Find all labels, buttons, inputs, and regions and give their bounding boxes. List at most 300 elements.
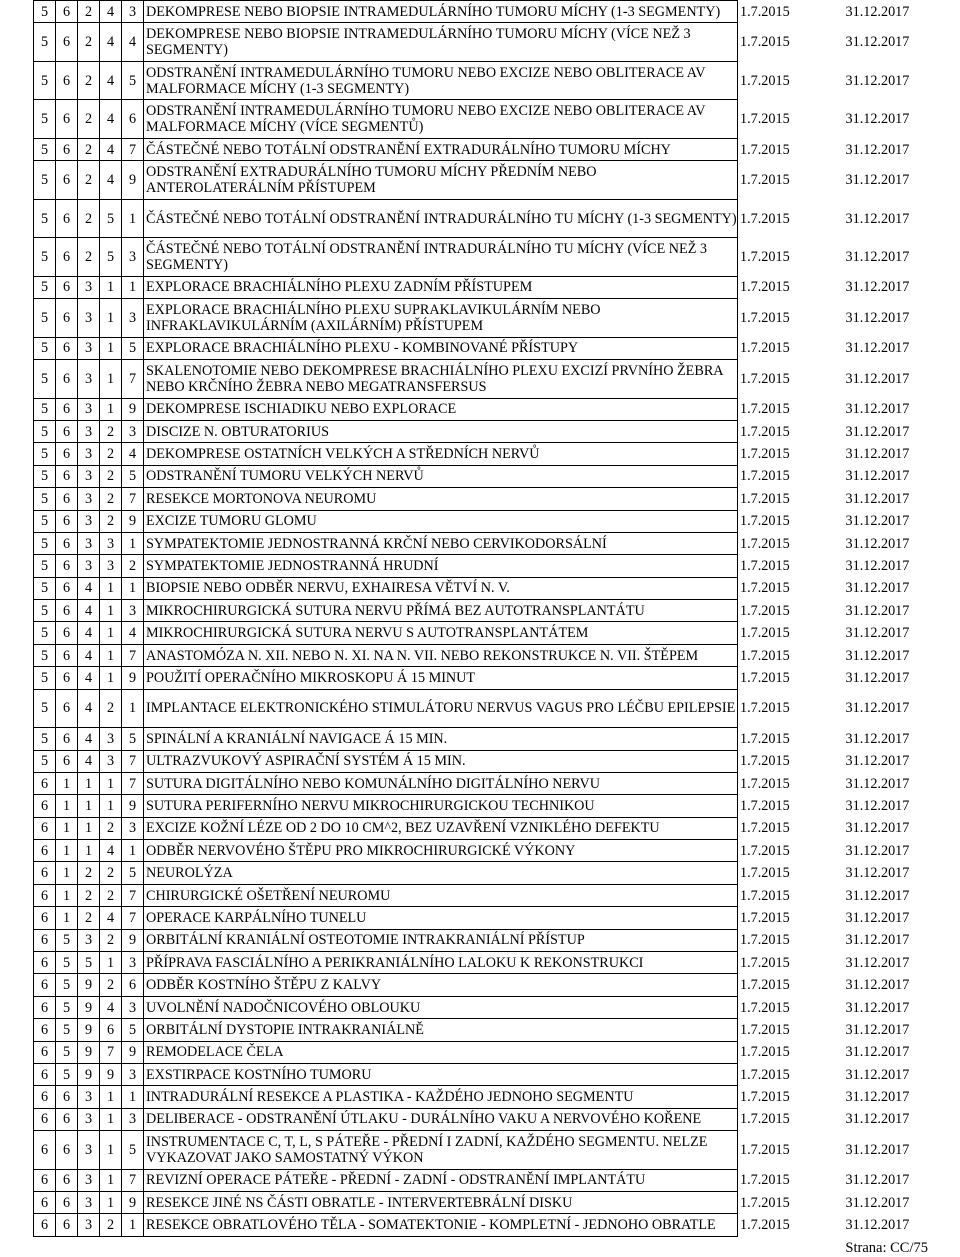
code-digit: 2 xyxy=(100,510,122,532)
code-digit: 3 xyxy=(122,1,144,23)
valid-from: 1.7.2015 xyxy=(740,932,790,949)
procedure-name: BIOPSIE NEBO ODBĚR NERVU, EXHAIRESA VĚTVÍ N. V. xyxy=(144,577,738,599)
code-digit: 3 xyxy=(122,299,144,338)
table-row xyxy=(34,337,924,359)
code-digit: 1 xyxy=(100,772,122,794)
code-digit: 6 xyxy=(34,929,56,951)
table-row xyxy=(34,952,924,974)
valid-to: 31.12.2017 xyxy=(845,647,910,664)
code-digit: 4 xyxy=(122,443,144,465)
valid-from: 1.7.2015 xyxy=(740,34,790,51)
code-digit: 6 xyxy=(34,996,56,1018)
valid-from: 1.7.2015 xyxy=(740,1194,790,1211)
code-digit: 2 xyxy=(100,443,122,465)
code-digit: 1 xyxy=(100,600,122,622)
code-digit: 3 xyxy=(122,600,144,622)
code-digit: 4 xyxy=(122,23,144,62)
code-digit: 3 xyxy=(78,465,100,487)
code-digit: 6 xyxy=(34,952,56,974)
table-row xyxy=(34,1064,924,1086)
code-digit: 2 xyxy=(100,862,122,884)
valid-from: 1.7.2015 xyxy=(740,1066,790,1083)
valid-from: 1.7.2015 xyxy=(740,490,790,507)
valid-to: 31.12.2017 xyxy=(845,1044,910,1061)
code-digit: 2 xyxy=(100,1214,122,1236)
code-digit: 4 xyxy=(78,728,100,750)
table-row xyxy=(34,299,924,338)
code-digit: 5 xyxy=(34,555,56,577)
code-digit: 6 xyxy=(34,1169,56,1191)
procedure-name: DEKOMPRESE ISCHIADIKU NEBO EXPLORACE xyxy=(144,398,738,420)
valid-to: 31.12.2017 xyxy=(845,999,910,1016)
valid-to: 31.12.2017 xyxy=(845,340,910,357)
procedure-name: ODSTRANĚNÍ TUMORU VELKÝCH NERVŮ xyxy=(144,465,738,487)
code-digit: 6 xyxy=(56,337,78,359)
code-digit: 3 xyxy=(78,276,100,298)
code-digit: 5 xyxy=(122,1019,144,1041)
code-digit: 3 xyxy=(78,398,100,420)
procedure-name: RESEKCE JINÉ NS ČÁSTI OBRATLE - INTERVERTEBRÁLNÍ DISKU xyxy=(144,1192,738,1214)
code-digit: 5 xyxy=(34,161,56,200)
code-digit: 1 xyxy=(122,577,144,599)
valid-from: 1.7.2015 xyxy=(740,999,790,1016)
code-digit: 4 xyxy=(100,61,122,100)
code-digit: 4 xyxy=(78,622,100,644)
code-digit: 3 xyxy=(100,728,122,750)
code-digit: 9 xyxy=(122,667,144,689)
table-row xyxy=(34,1131,924,1170)
code-digit: 5 xyxy=(122,728,144,750)
code-digit: 4 xyxy=(100,161,122,200)
code-digit: 3 xyxy=(122,1064,144,1086)
code-digit: 6 xyxy=(56,1131,78,1170)
table-row xyxy=(34,420,924,442)
table-row xyxy=(34,488,924,510)
code-digit: 5 xyxy=(122,61,144,100)
table-row xyxy=(34,772,924,794)
code-digit: 5 xyxy=(34,577,56,599)
code-digit: 6 xyxy=(56,600,78,622)
code-digit: 3 xyxy=(122,238,144,277)
valid-to: 31.12.2017 xyxy=(845,309,910,326)
valid-to: 31.12.2017 xyxy=(845,977,910,994)
table-row xyxy=(34,276,924,298)
valid-from: 1.7.2015 xyxy=(740,513,790,530)
valid-from: 1.7.2015 xyxy=(740,1044,790,1061)
code-digit: 6 xyxy=(56,276,78,298)
table-row xyxy=(34,1086,924,1108)
code-digit: 5 xyxy=(34,360,56,399)
code-digit: 2 xyxy=(78,199,100,238)
table-row xyxy=(34,577,924,599)
procedure-name: ULTRAZVUKOVÝ ASPIRAČNÍ SYSTÉM Á 15 MIN. xyxy=(144,750,738,772)
code-digit: 1 xyxy=(100,622,122,644)
code-digit: 1 xyxy=(56,840,78,862)
valid-to: 31.12.2017 xyxy=(845,932,910,949)
procedure-name: INTRADURÁLNÍ RESEKCE A PLASTIKA - KAŽDÉHO JEDNOHO SEGMENTU xyxy=(144,1086,738,1108)
code-digit: 5 xyxy=(34,750,56,772)
valid-to: 31.12.2017 xyxy=(845,513,910,530)
code-digit: 1 xyxy=(122,1086,144,1108)
code-digit: 6 xyxy=(56,1086,78,1108)
code-digit: 6 xyxy=(34,884,56,906)
valid-from: 1.7.2015 xyxy=(740,1172,790,1189)
valid-from: 1.7.2015 xyxy=(740,647,790,664)
code-digit: 5 xyxy=(56,996,78,1018)
code-digit: 5 xyxy=(122,465,144,487)
code-digit: 1 xyxy=(100,795,122,817)
code-digit: 4 xyxy=(78,577,100,599)
procedure-name: EXPLORACE BRACHIÁLNÍHO PLEXU SUPRAKLAVIKULÁRNÍM NEBO INFRAKLAVIKULÁRNÍM (AXILÁRNÍM) PŘÍSTUPEM xyxy=(144,299,738,338)
valid-from: 1.7.2015 xyxy=(740,1021,790,1038)
valid-to: 31.12.2017 xyxy=(845,557,910,574)
valid-to: 31.12.2017 xyxy=(845,1021,910,1038)
code-digit: 1 xyxy=(100,1086,122,1108)
procedure-name: CHIRURGICKÉ OŠETŘENÍ NEUROMU xyxy=(144,884,738,906)
table-row xyxy=(34,840,924,862)
code-digit: 6 xyxy=(56,61,78,100)
code-digit: 6 xyxy=(34,1086,56,1108)
code-digit: 2 xyxy=(100,817,122,839)
valid-from: 1.7.2015 xyxy=(740,669,790,686)
code-digit: 6 xyxy=(56,689,78,728)
valid-from: 1.7.2015 xyxy=(740,842,790,859)
code-digit: 5 xyxy=(34,61,56,100)
code-digit: 1 xyxy=(100,577,122,599)
code-digit: 5 xyxy=(34,199,56,238)
code-digit: 4 xyxy=(78,667,100,689)
valid-from: 1.7.2015 xyxy=(740,1141,790,1158)
code-digit: 3 xyxy=(78,420,100,442)
procedure-name: SYMPATEKTOMIE JEDNOSTRANNÁ HRUDNÍ xyxy=(144,555,738,577)
procedure-name: DISCIZE N. OBTURATORIUS xyxy=(144,420,738,442)
table-row xyxy=(34,929,924,951)
valid-from: 1.7.2015 xyxy=(740,210,790,227)
code-digit: 5 xyxy=(122,862,144,884)
code-digit: 5 xyxy=(56,974,78,996)
procedure-name: SYMPATEKTOMIE JEDNOSTRANNÁ KRČNÍ NEBO CERVIKODORSÁLNÍ xyxy=(144,532,738,554)
table-row xyxy=(34,907,924,929)
code-digit: 3 xyxy=(122,420,144,442)
table-row xyxy=(34,61,924,100)
code-digit: 6 xyxy=(34,772,56,794)
code-digit: 6 xyxy=(56,1214,78,1236)
table-row xyxy=(34,465,924,487)
table-row xyxy=(34,360,924,399)
valid-to: 31.12.2017 xyxy=(845,700,910,717)
procedure-name: ODSTRANĚNÍ EXTRADURÁLNÍHO TUMORU MÍCHY PŘEDNÍM NEBO ANTEROLATERÁLNÍM PŘÍSTUPEM xyxy=(144,161,738,200)
code-digit: 2 xyxy=(100,974,122,996)
code-digit: 6 xyxy=(34,840,56,862)
code-digit: 9 xyxy=(122,510,144,532)
table-row xyxy=(34,443,924,465)
code-digit: 4 xyxy=(100,138,122,160)
code-digit: 6 xyxy=(56,1,78,23)
procedure-name: ČÁSTEČNÉ NEBO TOTÁLNÍ ODSTRANĚNÍ INTRADURÁLNÍHO TU MÍCHY (VÍCE NEŽ 3 SEGMENTY) xyxy=(144,238,738,277)
procedure-name: ODBĚR KOSTNÍHO ŠTĚPU Z KALVY xyxy=(144,974,738,996)
code-digit: 1 xyxy=(100,1131,122,1170)
code-digit: 1 xyxy=(78,840,100,862)
procedure-name: OPERACE KARPÁLNÍHO TUNELU xyxy=(144,907,738,929)
valid-from: 1.7.2015 xyxy=(740,865,790,882)
code-digit: 5 xyxy=(34,600,56,622)
valid-to: 31.12.2017 xyxy=(845,842,910,859)
procedure-name: MIKROCHIRURGICKÁ SUTURA NERVU S AUTOTRANSPLANTÁTEM xyxy=(144,622,738,644)
code-digit: 6 xyxy=(34,1041,56,1063)
code-digit: 5 xyxy=(100,199,122,238)
code-digit: 3 xyxy=(78,929,100,951)
table-row xyxy=(34,862,924,884)
code-digit: 1 xyxy=(78,817,100,839)
valid-from: 1.7.2015 xyxy=(740,535,790,552)
code-digit: 5 xyxy=(34,138,56,160)
code-digit: 1 xyxy=(100,398,122,420)
code-digit: 1 xyxy=(122,689,144,728)
code-digit: 6 xyxy=(56,420,78,442)
code-digit: 3 xyxy=(78,360,100,399)
code-digit: 2 xyxy=(78,1,100,23)
code-digit: 5 xyxy=(78,952,100,974)
code-digit: 1 xyxy=(100,276,122,298)
valid-from: 1.7.2015 xyxy=(740,557,790,574)
code-digit: 6 xyxy=(34,1064,56,1086)
valid-from: 1.7.2015 xyxy=(740,111,790,128)
code-digit: 6 xyxy=(56,1192,78,1214)
table-row xyxy=(34,161,924,200)
code-digit: 7 xyxy=(122,772,144,794)
procedure-name: ORBITÁLNÍ DYSTOPIE INTRAKRANIÁLNĚ xyxy=(144,1019,738,1041)
page-number: Strana: CC/75 xyxy=(845,1240,928,1256)
valid-to: 31.12.2017 xyxy=(845,172,910,189)
code-digit: 6 xyxy=(56,100,78,139)
code-digit: 2 xyxy=(78,161,100,200)
code-digit: 5 xyxy=(34,488,56,510)
valid-to: 31.12.2017 xyxy=(845,730,910,747)
valid-from: 1.7.2015 xyxy=(740,753,790,770)
valid-to: 31.12.2017 xyxy=(845,210,910,227)
procedure-name: ODSTRANĚNÍ INTRAMEDULÁRNÍHO TUMORU NEBO EXCIZE NEBO OBLITERACE AV MALFORMACE MÍCHY (VÍCE SEGMENTŮ) xyxy=(144,100,738,139)
code-digit: 2 xyxy=(78,138,100,160)
valid-to: 31.12.2017 xyxy=(845,753,910,770)
code-digit: 5 xyxy=(34,443,56,465)
code-digit: 3 xyxy=(100,555,122,577)
code-digit: 2 xyxy=(100,929,122,951)
valid-to: 31.12.2017 xyxy=(845,141,910,158)
code-digit: 5 xyxy=(34,689,56,728)
valid-from: 1.7.2015 xyxy=(740,1217,790,1234)
table-row xyxy=(34,555,924,577)
valid-to: 31.12.2017 xyxy=(845,602,910,619)
code-digit: 6 xyxy=(34,1131,56,1170)
procedure-name: REVIZNÍ OPERACE PÁTEŘE - PŘEDNÍ - ZADNÍ - ODSTRANĚNÍ IMPLANTÁTU xyxy=(144,1169,738,1191)
code-digit: 4 xyxy=(78,750,100,772)
code-digit: 6 xyxy=(34,907,56,929)
code-digit: 2 xyxy=(100,689,122,728)
table-row xyxy=(34,138,924,160)
valid-from: 1.7.2015 xyxy=(740,887,790,904)
code-digit: 5 xyxy=(34,622,56,644)
valid-to: 31.12.2017 xyxy=(845,1089,910,1106)
valid-from: 1.7.2015 xyxy=(740,446,790,463)
code-digit: 7 xyxy=(122,1169,144,1191)
code-digit: 9 xyxy=(100,1064,122,1086)
procedure-name: EXCIZE TUMORU GLOMU xyxy=(144,510,738,532)
code-digit: 3 xyxy=(78,532,100,554)
code-digit: 2 xyxy=(78,884,100,906)
code-digit: 6 xyxy=(56,398,78,420)
code-digit: 3 xyxy=(78,337,100,359)
table-row xyxy=(34,974,924,996)
valid-to: 31.12.2017 xyxy=(845,625,910,642)
procedure-name: REMODELACE ČELA xyxy=(144,1041,738,1063)
procedure-name: ANASTOMÓZA N. XII. NEBO N. XI. NA N. VII. NEBO REKONSTRUKCE N. VII. ŠTĚPEM xyxy=(144,644,738,666)
code-digit: 1 xyxy=(56,772,78,794)
code-digit: 1 xyxy=(122,840,144,862)
code-digit: 3 xyxy=(100,532,122,554)
table-row xyxy=(34,884,924,906)
procedure-name: SPINÁLNÍ A KRANIÁLNÍ NAVIGACE Á 15 MIN. xyxy=(144,728,738,750)
code-digit: 5 xyxy=(34,100,56,139)
valid-from: 1.7.2015 xyxy=(740,775,790,792)
code-digit: 4 xyxy=(78,600,100,622)
code-digit: 1 xyxy=(56,884,78,906)
code-digit: 5 xyxy=(34,398,56,420)
valid-to: 31.12.2017 xyxy=(845,535,910,552)
valid-from: 1.7.2015 xyxy=(740,730,790,747)
valid-from: 1.7.2015 xyxy=(740,249,790,266)
code-digit: 1 xyxy=(56,795,78,817)
valid-to: 31.12.2017 xyxy=(845,3,910,20)
code-digit: 5 xyxy=(56,1019,78,1041)
code-digit: 3 xyxy=(78,443,100,465)
table-row xyxy=(34,1214,924,1236)
procedure-name: DEKOMPRESE NEBO BIOPSIE INTRAMEDULÁRNÍHO TUMORU MÍCHY (VÍCE NEŽ 3 SEGMENTY) xyxy=(144,23,738,62)
procedure-name: ČÁSTEČNÉ NEBO TOTÁLNÍ ODSTRANĚNÍ EXTRADURÁLNÍHO TUMORU MÍCHY xyxy=(144,138,738,160)
procedure-name: POUŽITÍ OPERAČNÍHO MIKROSKOPU Á 15 MINUT xyxy=(144,667,738,689)
code-digit: 3 xyxy=(78,510,100,532)
code-digit: 2 xyxy=(78,23,100,62)
code-digit: 5 xyxy=(122,1131,144,1170)
procedure-name: RESEKCE OBRATLOVÉHO TĚLA - SOMATEKTONIE - KOMPLETNÍ - JEDNOHO OBRATLE xyxy=(144,1214,738,1236)
table-row xyxy=(34,1019,924,1041)
valid-to: 31.12.2017 xyxy=(845,580,910,597)
procedure-name: MIKROCHIRURGICKÁ SUTURA NERVU PŘÍMÁ BEZ AUTOTRANSPLANTÁTU xyxy=(144,600,738,622)
code-digit: 1 xyxy=(100,667,122,689)
code-digit: 5 xyxy=(122,337,144,359)
code-digit: 1 xyxy=(100,952,122,974)
code-digit: 6 xyxy=(34,795,56,817)
code-digit: 1 xyxy=(100,360,122,399)
table-row xyxy=(34,199,924,238)
valid-to: 31.12.2017 xyxy=(845,669,910,686)
valid-from: 1.7.2015 xyxy=(740,954,790,971)
procedure-name: INSTRUMENTACE C, T, L, S PÁTEŘE - PŘEDNÍ I ZADNÍ, KAŽDÉHO SEGMENTU. NELZE VYKAZOVAT JAKO SAMOSTATNÝ VÝKON xyxy=(144,1131,738,1170)
valid-from: 1.7.2015 xyxy=(740,700,790,717)
code-digit: 5 xyxy=(34,510,56,532)
code-digit: 3 xyxy=(122,952,144,974)
code-digit: 9 xyxy=(122,929,144,951)
procedure-name: ODBĚR NERVOVÉHO ŠTĚPU PRO MIKROCHIRURGICKÉ VÝKONY xyxy=(144,840,738,862)
code-digit: 7 xyxy=(122,750,144,772)
code-digit: 1 xyxy=(100,337,122,359)
code-digit: 3 xyxy=(78,1192,100,1214)
code-digit: 3 xyxy=(78,1214,100,1236)
code-digit: 6 xyxy=(34,974,56,996)
table-row xyxy=(34,1169,924,1191)
code-digit: 9 xyxy=(78,996,100,1018)
valid-to: 31.12.2017 xyxy=(845,1172,910,1189)
code-digit: 6 xyxy=(56,622,78,644)
code-digit: 5 xyxy=(34,276,56,298)
code-digit: 6 xyxy=(34,862,56,884)
valid-to: 31.12.2017 xyxy=(845,490,910,507)
code-digit: 6 xyxy=(34,1108,56,1130)
code-digit: 6 xyxy=(34,1192,56,1214)
code-digit: 3 xyxy=(100,750,122,772)
procedure-name: SKALENOTOMIE NEBO DEKOMPRESE BRACHIÁLNÍHO PLEXU EXCIZÍ PRVNÍHO ŽEBRA NEBO KRČNÍHO ŽEBRA NEBO MEGATRANSFERSUS xyxy=(144,360,738,399)
code-digit: 1 xyxy=(122,276,144,298)
code-digit: 6 xyxy=(56,23,78,62)
code-digit: 3 xyxy=(78,555,100,577)
code-digit: 1 xyxy=(122,1214,144,1236)
code-digit: 6 xyxy=(56,644,78,666)
table-row xyxy=(34,532,924,554)
code-digit: 5 xyxy=(34,644,56,666)
code-digit: 3 xyxy=(78,1108,100,1130)
valid-from: 1.7.2015 xyxy=(740,3,790,20)
code-digit: 6 xyxy=(56,1108,78,1130)
procedure-name: RESEKCE MORTONOVA NEUROMU xyxy=(144,488,738,510)
table-row xyxy=(34,795,924,817)
code-digit: 4 xyxy=(122,622,144,644)
code-digit: 6 xyxy=(56,750,78,772)
table-row xyxy=(34,100,924,139)
valid-to: 31.12.2017 xyxy=(845,954,910,971)
code-digit: 1 xyxy=(56,907,78,929)
code-digit: 6 xyxy=(56,532,78,554)
valid-from: 1.7.2015 xyxy=(740,580,790,597)
valid-from: 1.7.2015 xyxy=(740,340,790,357)
code-digit: 6 xyxy=(122,974,144,996)
code-digit: 7 xyxy=(122,644,144,666)
code-digit: 2 xyxy=(78,61,100,100)
valid-from: 1.7.2015 xyxy=(740,141,790,158)
code-digit: 9 xyxy=(78,1041,100,1063)
code-digit: 9 xyxy=(122,795,144,817)
code-digit: 2 xyxy=(78,238,100,277)
code-digit: 1 xyxy=(100,1169,122,1191)
code-digit: 1 xyxy=(122,532,144,554)
code-digit: 6 xyxy=(122,100,144,139)
code-digit: 3 xyxy=(78,488,100,510)
code-digit: 9 xyxy=(122,398,144,420)
valid-to: 31.12.2017 xyxy=(845,1066,910,1083)
valid-from: 1.7.2015 xyxy=(740,977,790,994)
valid-to: 31.12.2017 xyxy=(845,401,910,418)
procedure-name: PŘÍPRAVA FASCIÁLNÍHO A PERIKRANIÁLNÍHO LALOKU K REKONSTRUKCI xyxy=(144,952,738,974)
code-digit: 6 xyxy=(56,199,78,238)
table-row xyxy=(34,23,924,62)
valid-to: 31.12.2017 xyxy=(845,34,910,51)
procedure-name: SUTURA DIGITÁLNÍHO NEBO KOMUNÁLNÍHO DIGITÁLNÍHO NERVU xyxy=(144,772,738,794)
valid-from: 1.7.2015 xyxy=(740,309,790,326)
valid-from: 1.7.2015 xyxy=(740,1089,790,1106)
valid-from: 1.7.2015 xyxy=(740,625,790,642)
code-digit: 5 xyxy=(34,465,56,487)
valid-to: 31.12.2017 xyxy=(845,1194,910,1211)
code-digit: 6 xyxy=(56,443,78,465)
table-row xyxy=(34,1192,924,1214)
